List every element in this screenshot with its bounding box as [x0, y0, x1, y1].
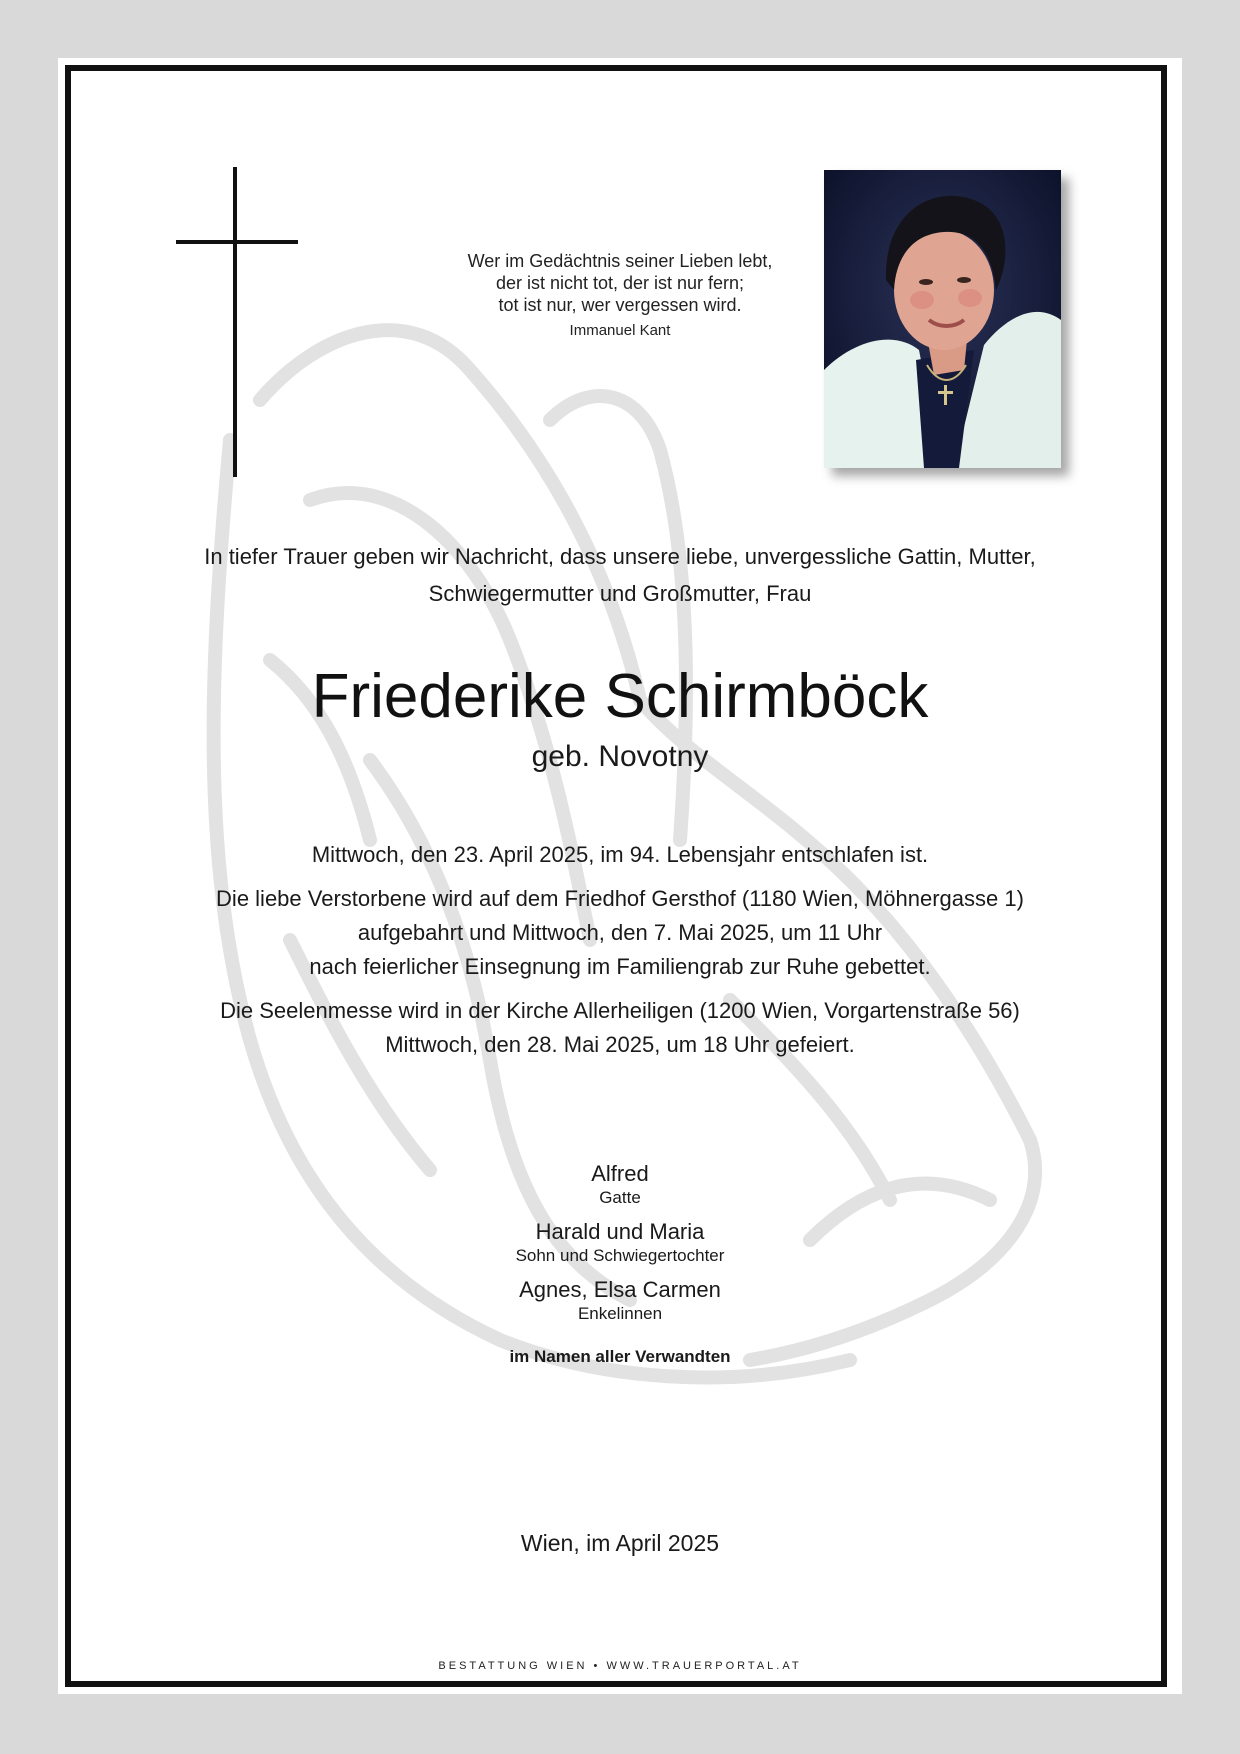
maiden-name: geb. Novotny	[531, 740, 709, 773]
deceased-name: Friederike Schirmböck	[311, 662, 929, 731]
mass-line: Mittwoch, den 28. Mai 2025, um 18 Uhr gefeiert.	[385, 1032, 855, 1057]
burial-line: Die liebe Verstorbene wird auf dem Friedhof Gersthof (1180 Wien, Möhnergasse 1)	[216, 886, 1024, 911]
mourner-relation: Gatte	[599, 1188, 641, 1207]
intro-line: In tiefer Trauer geben wir Nachricht, dass unsere liebe, unvergessliche Gattin, Mutter,	[204, 544, 1036, 569]
mourner-name: Agnes, Elsa Carmen	[519, 1277, 721, 1302]
portrait-photo	[824, 170, 1061, 468]
quote-author: Immanuel Kant	[569, 322, 671, 339]
portrait-illustration	[824, 170, 1061, 468]
burial-line: nach feierlicher Einsegnung im Familiengrab zur Ruhe gebettet.	[309, 954, 931, 979]
quote-line: Wer im Gedächtnis seiner Lieben lebt,	[467, 251, 773, 271]
quote-line: der ist nicht tot, der ist nur fern;	[495, 273, 745, 293]
mourner-relation: Enkelinnen	[577, 1304, 663, 1323]
mourner-name: Alfred	[591, 1161, 649, 1186]
footer-branding: BESTATTUNG WIEN • WWW.TRAUERPORTAL.AT	[438, 1660, 802, 1672]
cross-icon	[176, 167, 298, 477]
intro-line: Schwiegermutter und Großmutter, Frau	[428, 581, 812, 606]
mass-line: Die Seelenmesse wird in der Kirche Allerheiligen (1200 Wien, Vorgartenstraße 56)	[220, 998, 1020, 1023]
death-line: Mittwoch, den 23. April 2025, im 94. Lebensjahr entschlafen ist.	[311, 842, 929, 867]
intro-text	[170, 538, 1070, 612]
closing-text: im Namen aller Verwandten	[509, 1347, 731, 1366]
mourner-relation: Sohn und Schwiegertochter	[515, 1246, 725, 1265]
mourner-name: Harald und Maria	[535, 1219, 705, 1244]
place-date: Wien, im April 2025	[520, 1530, 720, 1556]
quote-line: tot ist nur, wer vergessen wird.	[498, 295, 742, 315]
quote	[420, 250, 820, 342]
mourners-list	[420, 1160, 820, 1368]
burial-line: aufgebahrt und Mittwoch, den 7. Mai 2025, um 11 Uhr	[357, 920, 883, 945]
funeral-details	[170, 838, 1070, 1072]
